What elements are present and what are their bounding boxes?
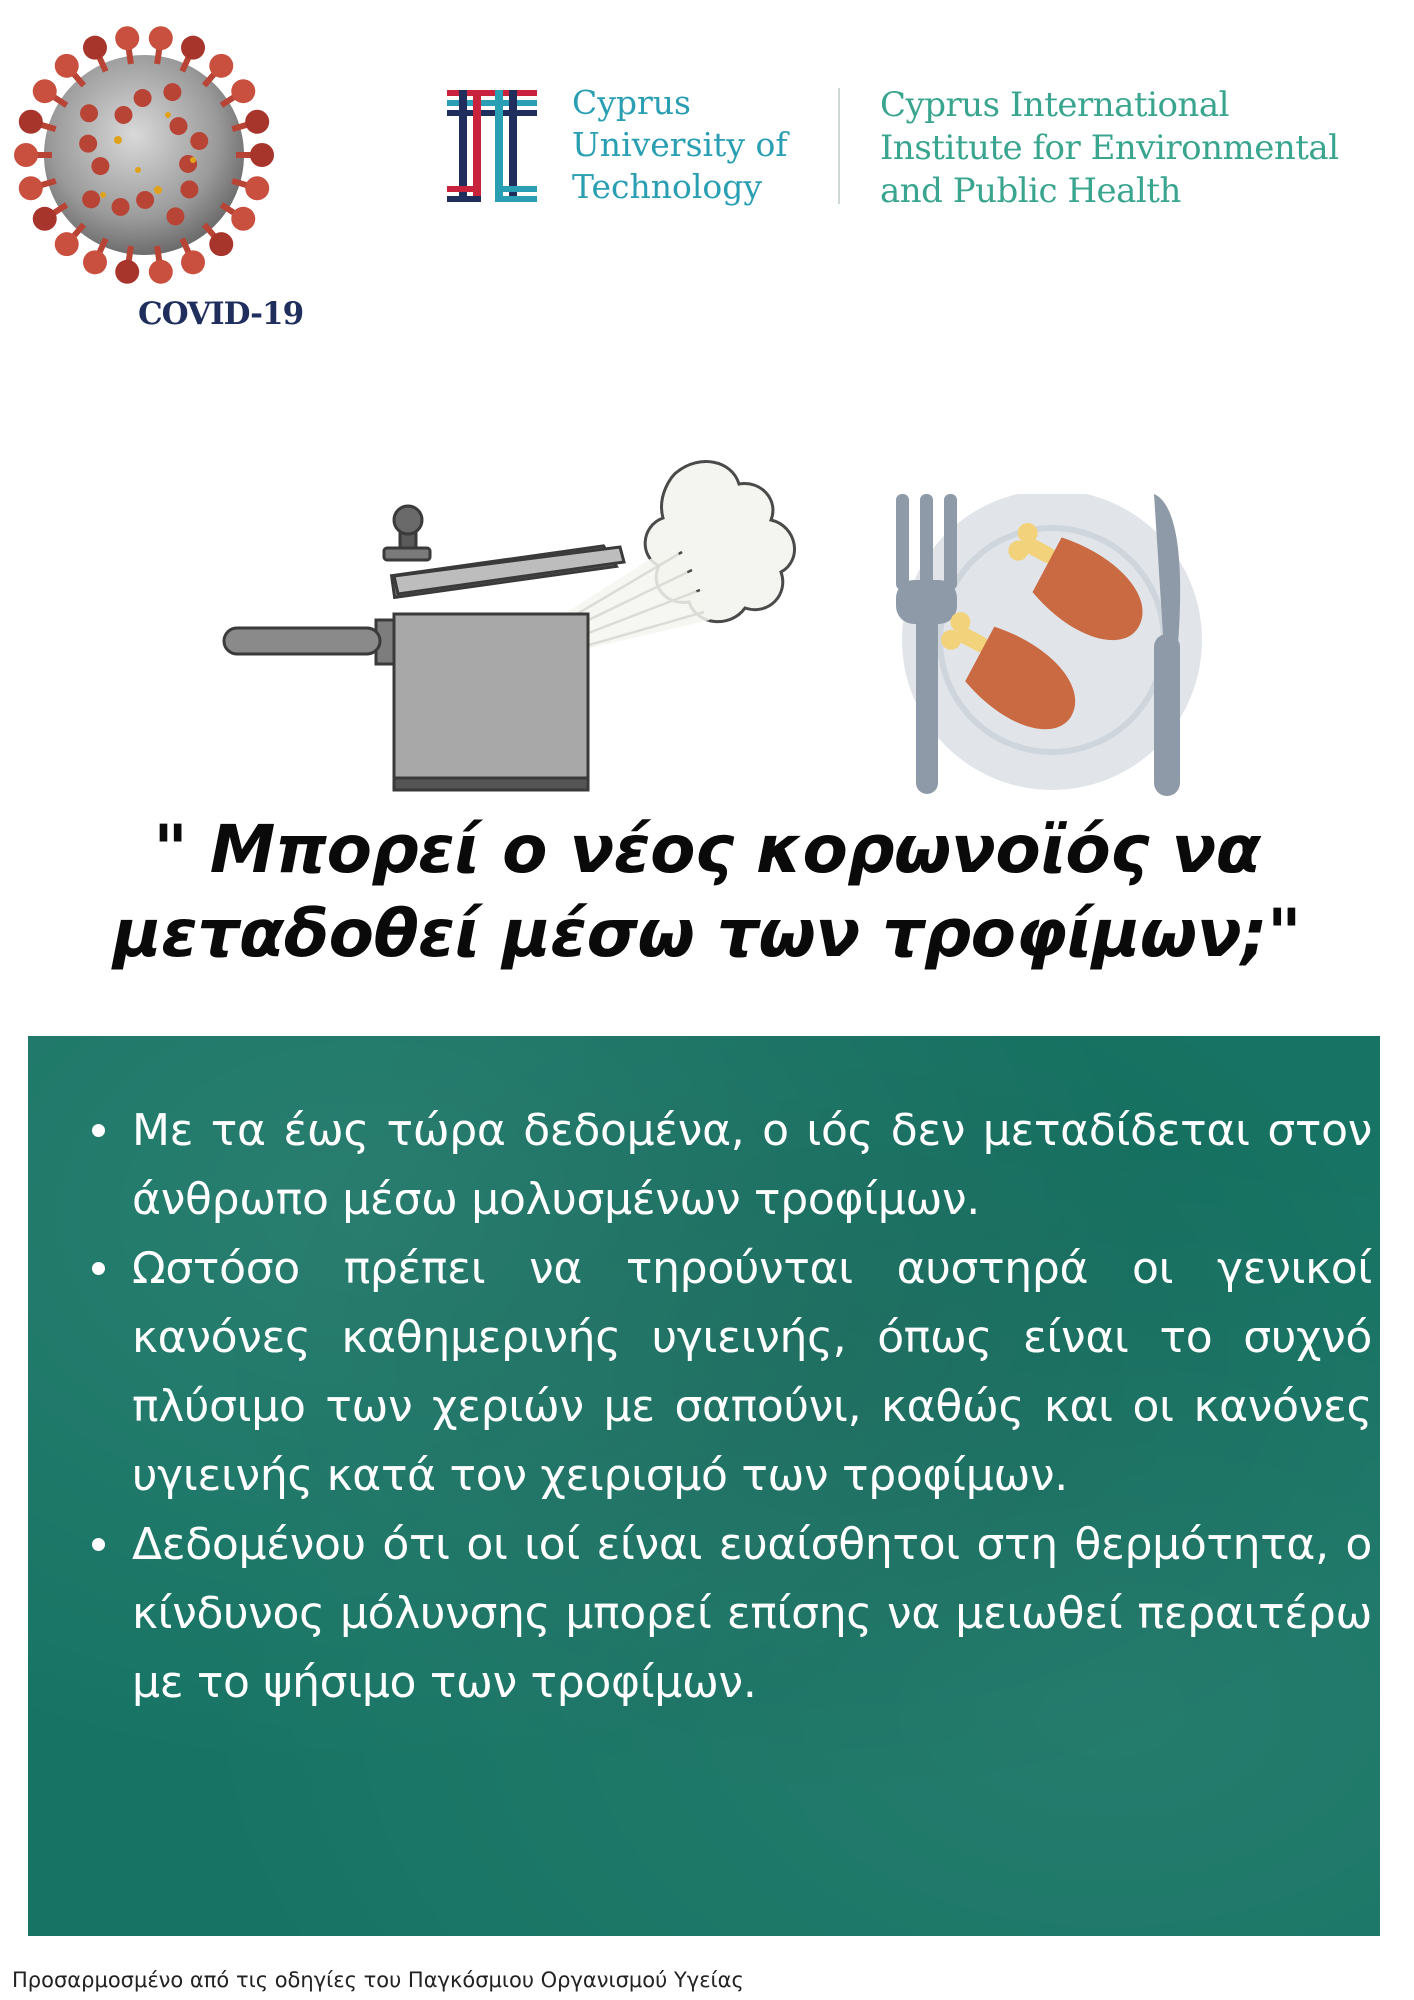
info-board [28, 1036, 1380, 1936]
university-name-line: Cyprus [572, 83, 691, 122]
university-name-line: University of [572, 125, 788, 164]
pot-steam-icon [222, 452, 802, 796]
institute-name [880, 84, 1380, 213]
bullet-item: Με τα έως τώρα δεδομένα, ο ιός δεν μεταδίδεται στον άνθρωπο μέσω μολυσμένων τροφίμων. [92, 1096, 1372, 1234]
bullet-item: Ωστόσο πρέπει να τηρούνται αυστηρά οι γενικοί κανόνες καθημερινής υγιεινής, όπως είναι το συχνό πλύσιμο των χεριών με σαπούνι, καθώς και οι κανόνες υγιεινής κατά τον χειρισμό των τροφίμων. [92, 1234, 1372, 1510]
question-heading [40, 808, 1374, 976]
institute-name-line: Institute for Environmental [880, 128, 1339, 168]
source-note: Προσαρμοσμένο από τις οδηγίες του Παγκόσμιου Οργανισμού Υγείας [12, 1968, 744, 1992]
university-name [572, 82, 812, 208]
institute-name-line: and Public Health [880, 171, 1181, 211]
covid-19-label: COVID-19 [138, 296, 304, 332]
question-line: μεταδοθεί μέσω των τροφίμων;" [113, 895, 1301, 972]
university-name-line: Technology [572, 167, 763, 206]
plate-with-chicken-icon [896, 494, 1206, 798]
header-divider [838, 88, 840, 204]
bullet-item: Δεδομένου ότι οι ιοί είναι ευαίσθητοι στη θερμότητα, ο κίνδυνος μόλυνσης μπορεί επίσης να μειωθεί περαιτέρω με το ψήσιμο των τροφίμων. [92, 1510, 1372, 1717]
question-line: " Μπορεί ο νέος κορωνοϊός να [153, 811, 1261, 888]
university-logo-icon [447, 90, 537, 202]
institute-name-line: Cyprus International [880, 85, 1229, 125]
coronavirus-icon [8, 20, 280, 290]
bullet-list [92, 1096, 1372, 1717]
